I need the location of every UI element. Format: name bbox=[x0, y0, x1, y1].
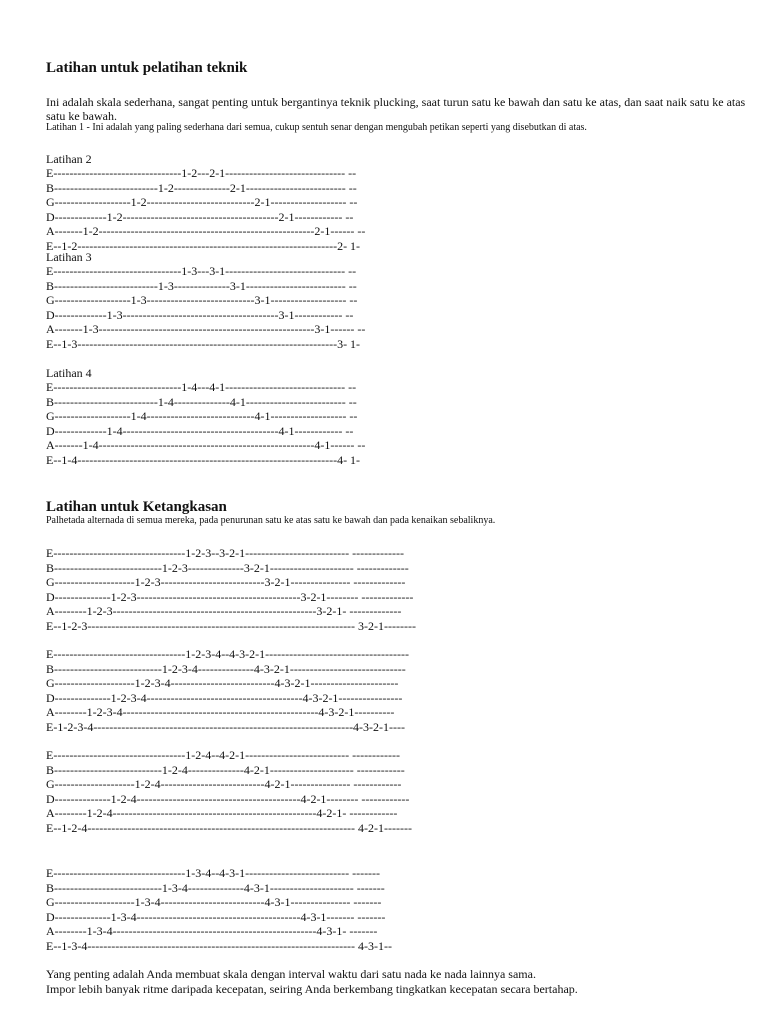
tab-line: A-------1-3------------------------------------------------------3-1------ -- bbox=[46, 322, 366, 336]
tab-line: D--------------1-2-3-4---------------------------------------4-3-2-1---------------- bbox=[46, 690, 403, 705]
tab-line: B--------------------------1-4--------------4-1------------------------- -- bbox=[46, 394, 357, 409]
tab-line: B--------------------------1-2--------------2-1------------------------- -- bbox=[46, 180, 357, 195]
tab-line: E--1-4-----------------------------------------------------------------4- 1- bbox=[46, 452, 361, 467]
tab-line: B---------------------------1-2-3-4--------------4-3-2-1----------------------------- bbox=[46, 661, 406, 676]
exercise-3-tab bbox=[46, 264, 365, 351]
dexterity-intro: Palhetada alternada di semua mereka, pada penurunan satu ke atas satu ke bawah dan pada kenaikan sebaliknya. bbox=[46, 515, 496, 526]
tab-line: G--------------------1-2-4--------------------------4-2-1--------------- ------------ bbox=[46, 777, 402, 791]
tab-line: G-------------------1-3---------------------------3-1------------------- -- bbox=[46, 293, 358, 307]
tab-line: D--------------1-3-4-----------------------------------------4-3-1------- ------- bbox=[46, 909, 386, 924]
tab-line: E---------------------------------1-2-3--3-2-1-------------------------- ------------- bbox=[46, 546, 405, 560]
dexterity-tab-2 bbox=[46, 647, 409, 734]
tab-line: E---------------------------------1-2-3-4--4-3-2-1------------------------------------ bbox=[46, 647, 410, 661]
exercise-3-label: Latihan 3 bbox=[46, 250, 92, 264]
exercise-2-label: Latihan 2 bbox=[46, 152, 92, 166]
tab-line: A--------1-2-4---------------------------------------------------4-2-1- ------------ bbox=[46, 806, 398, 820]
dexterity-tab-1 bbox=[46, 546, 416, 633]
tab-line: B--------------------------1-3--------------3-1------------------------- -- bbox=[46, 278, 357, 293]
tab-line: E--------------------------------1-2---2-1------------------------------ -- bbox=[46, 166, 357, 180]
section-title-dexterity: Latihan untuk Ketangkasan bbox=[46, 499, 227, 515]
tab-line: E--------------------------------1-3---3-1------------------------------ -- bbox=[46, 264, 357, 278]
dexterity-tab-4 bbox=[46, 866, 392, 953]
tab-line: E---------------------------------1-3-4--4-3-1-------------------------- ------- bbox=[46, 866, 381, 880]
exercise-4-label: Latihan 4 bbox=[46, 366, 92, 380]
tab-line: E--1-2-3------------------------------------------------------------------- 3-2-1-------- bbox=[46, 618, 417, 633]
tab-line: B---------------------------1-2-3--------------3-2-1--------------------- ------------- bbox=[46, 560, 409, 575]
tab-line: E--1-3-----------------------------------------------------------------3- 1- bbox=[46, 336, 361, 351]
tab-line: A--------1-2-3---------------------------------------------------3-2-1- ------------- bbox=[46, 604, 402, 618]
tab-line: G--------------------1-2-3--------------------------3-2-1--------------- ------------- bbox=[46, 575, 406, 589]
dexterity-tab-3 bbox=[46, 748, 412, 835]
tab-line: E--1-2-4------------------------------------------------------------------- 4-2-1------- bbox=[46, 820, 413, 835]
tab-line: A-------1-4------------------------------------------------------4-1------ -- bbox=[46, 438, 366, 452]
tab-line: G-------------------1-4---------------------------4-1------------------- -- bbox=[46, 409, 358, 423]
tab-line: D-------------1-4---------------------------------------4-1------------ -- bbox=[46, 423, 354, 438]
closing-note-2: Impor lebih banyak ritme daripada kecepatan, seiring Anda berkembang tingkatkan kecepatan secara bertahap. bbox=[46, 982, 578, 996]
tab-line: A--------1-2-3-4-------------------------------------------------4-3-2-1---------- bbox=[46, 705, 395, 719]
tab-line: D--------------1-2-3-----------------------------------------3-2-1-------- ------------- bbox=[46, 589, 414, 604]
exercise-1-note: Latihan 1 - Ini adalah yang paling sederhana dari semua, cukup sentuh senar dengan mengubah petikan seperti yang disebutkan di atas. bbox=[46, 122, 587, 133]
tab-line: A-------1-2------------------------------------------------------2-1------ -- bbox=[46, 224, 366, 238]
section-title-technique: Latihan untuk pelatihan teknik bbox=[46, 60, 248, 76]
tab-line: B---------------------------1-2-4--------------4-2-1--------------------- ------------ bbox=[46, 762, 405, 777]
tab-line: E--------------------------------1-4---4-1------------------------------ -- bbox=[46, 380, 357, 394]
tab-line: D--------------1-2-4-----------------------------------------4-2-1-------- ------------ bbox=[46, 791, 410, 806]
exercise-2-tab bbox=[46, 166, 365, 253]
closing-note-1: Yang penting adalah Anda membuat skala dengan interval waktu dari satu nada ke nada lainnya sama. bbox=[46, 967, 536, 981]
tab-line: E---------------------------------1-2-4--4-2-1-------------------------- ------------ bbox=[46, 748, 401, 762]
tab-line: G-------------------1-2---------------------------2-1------------------- -- bbox=[46, 195, 358, 209]
tab-line: G--------------------1-2-3-4--------------------------4-3-2-1---------------------- bbox=[46, 676, 399, 690]
tab-line: B---------------------------1-3-4--------------4-3-1--------------------- ------- bbox=[46, 880, 385, 895]
tab-line: D-------------1-3---------------------------------------3-1------------ -- bbox=[46, 307, 354, 322]
tab-line: D-------------1-2---------------------------------------2-1------------ -- bbox=[46, 209, 354, 224]
technique-intro: Ini adalah skala sederhana, sangat penting untuk bergantinya teknik plucking, saat turun satu ke bawah dan satu ke atas, dan saat naik satu ke atas satu ke bawah. bbox=[46, 95, 746, 123]
tab-line: A--------1-3-4---------------------------------------------------4-3-1- ------- bbox=[46, 924, 378, 938]
tab-line: G--------------------1-3-4--------------------------4-3-1--------------- ------- bbox=[46, 895, 382, 909]
exercise-4-tab bbox=[46, 380, 365, 467]
tab-line: E--1-2-----------------------------------------------------------------2- 1- bbox=[46, 238, 361, 253]
tab-line: E--1-3-4------------------------------------------------------------------- 4-3-1-- bbox=[46, 938, 393, 953]
tab-line: E-1-2-3-4-----------------------------------------------------------------4-3-2-1---- bbox=[46, 719, 406, 734]
